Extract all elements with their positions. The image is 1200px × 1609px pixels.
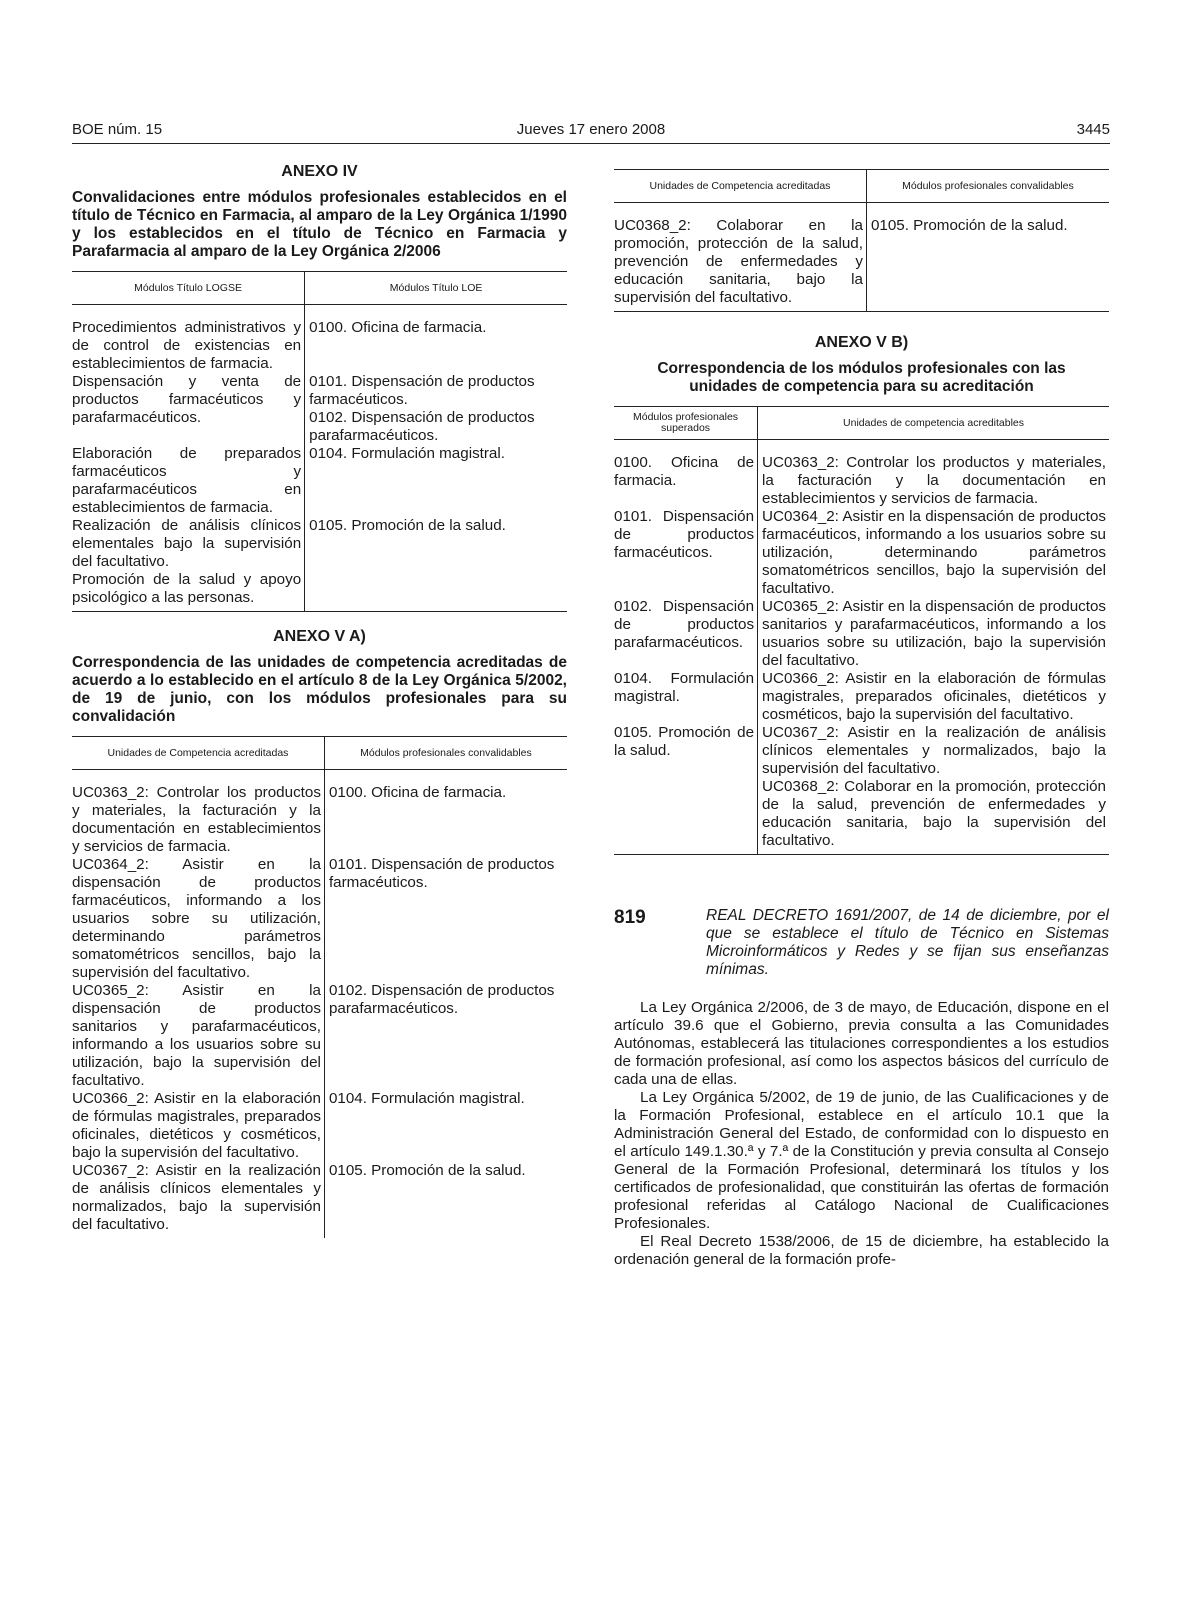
table-row	[614, 670, 1109, 724]
table-cell: Dispensación y venta de productos farmacéuticos y parafarmacéuticos.	[72, 373, 302, 426]
journal-issue: BOE núm. 15	[72, 121, 163, 138]
module-entry: 0105. Promoción de la salud.	[309, 517, 506, 534]
table-cell: UC0366_2: Asistir en la elaboración de fórmulas magistrales, preparados oficinales, dietéticos y cosméticos, bajo la supervisión del facultativo.	[72, 1090, 321, 1161]
table-cell: 0102. Dispensación de productos parafarmacéuticos.	[324, 982, 567, 1090]
table-cell: 0105. Promoción de la salud.	[866, 203, 1109, 312]
table-cell: UC0368_2: Colaborar en la promoción, protección de la salud, prevención de enfermedades y educación sanitaria, bajo la supervisión del facultativo.	[614, 217, 863, 306]
annex-vb-subtitle: Correspondencia de los módulos profesionales con las unidades de competencia para su acreditación	[657, 360, 1066, 395]
column-header: Unidades de Competencia acreditadas	[72, 737, 324, 770]
module-entry: 0100. Oficina de farmacia.	[309, 319, 487, 336]
annex-iv-title: ANEXO IV	[281, 163, 358, 180]
module-entry: 0104. Formulación magistral.	[309, 445, 505, 462]
column-header: Módulos profesionales superados	[614, 407, 758, 440]
table-row	[614, 508, 1109, 598]
page-header	[72, 121, 1110, 144]
table-cell: Promoción de la salud y apoyo psicológico a las personas.	[72, 571, 302, 606]
table-cell: 0101. Dispensación de productos farmacéuticos.	[614, 508, 755, 561]
annex-va-table-continued	[614, 169, 1109, 312]
paragraph: La Ley Orgánica 5/2002, de 19 de junio, de las Cualificaciones y de la Formación Profesional, establece en el artículo 10.1 que la Administración General del Estado, de conformidad con lo dispuesto en el artículo 149.1.30.ª y 7.ª de la Constitución y previa consulta al Consejo General de la Formación Profesional, determinará los títulos y los certificados de profesionalidad, que constituirán las ofertas de formación profesional referidas al Catálogo Nacional de Cualificaciones Profesionales.	[614, 1089, 1109, 1232]
competence-entry: UC0363_2: Controlar los productos y materiales, la facturación y la documentación en establecimientos y servicios de farmacia.	[762, 454, 1106, 507]
page-number: 3445	[1076, 121, 1110, 138]
table-cell: 0100. Oficina de farmacia.	[324, 770, 567, 857]
table-cell: 0100. Oficina de farmacia.	[614, 454, 755, 489]
table-cell: UC0364_2: Asistir en la dispensación de productos farmacéuticos, informando a los usuarios sobre su utilización, determinando parámetros somatométricos sencillos, bajo la supervisión del facultativo.	[72, 856, 321, 981]
table-cell: 0104. Formulación magistral.	[614, 670, 755, 705]
column-header: Módulos profesionales convalidables	[866, 170, 1109, 203]
column-header: Módulos Título LOE	[305, 272, 567, 305]
table-row	[72, 856, 567, 982]
table-row	[72, 445, 567, 517]
paragraph: La Ley Orgánica 2/2006, de 3 de mayo, de Educación, dispone en el artículo 39.6 que el Gobierno, previa consulta a las Comunidades Autónomas, establecerá las titulaciones correspondientes a los estudios de formación profesional, así como los aspectos básicos del currículo de cada una de ellas.	[614, 999, 1109, 1088]
table-row	[72, 770, 567, 857]
table-cell: 0104. Formulación magistral.	[324, 1090, 567, 1162]
table-cell	[758, 440, 1109, 509]
column-header: Unidades de Competencia acreditadas	[614, 170, 866, 203]
table-row	[72, 1090, 567, 1162]
table-row	[72, 373, 567, 445]
table-cell	[305, 517, 567, 571]
table-cell: UC0365_2: Asistir en la dispensación de productos sanitarios y parafarmacéuticos, informando a los usuarios sobre su utilización, bajo la supervisión del facultativo.	[72, 982, 321, 1089]
table-cell	[305, 305, 567, 374]
left-column	[72, 155, 567, 1238]
annex-iv-table	[72, 271, 567, 612]
decree-heading	[614, 907, 1109, 979]
competence-entry: UC0365_2: Asistir en la dispensación de productos sanitarios y parafarmacéuticos, informando a los usuarios sobre su utilización, bajo la supervisión del facultativo.	[762, 598, 1106, 669]
table-row	[614, 598, 1109, 670]
module-entry: 0101. Dispensación de productos farmacéuticos.	[309, 373, 535, 408]
table-cell: 0101. Dispensación de productos farmacéuticos.	[324, 856, 567, 982]
table-cell: Realización de análisis clínicos elementales bajo la supervisión del facultativo.	[72, 517, 302, 570]
table-cell: UC0367_2: Asistir en la realización de análisis clínicos elementales y normalizados, bajo la supervisión del facultativo.	[72, 1162, 321, 1233]
column-header: Módulos profesionales convalidables	[324, 737, 567, 770]
table-row	[614, 724, 1109, 855]
module-entry: 0102. Dispensación de productos parafarmacéuticos.	[309, 409, 535, 444]
table-row	[72, 305, 567, 374]
table-cell: 0105. Promoción de la salud.	[614, 724, 755, 759]
table-cell: 0105. Promoción de la salud.	[324, 1162, 567, 1238]
table-cell: UC0363_2: Controlar los productos y materiales, la facturación y la documentación en establecimientos y servicios de farmacia.	[72, 784, 321, 855]
right-column	[614, 155, 1109, 1269]
paragraph: El Real Decreto 1538/2006, de 15 de diciembre, ha establecido la ordenación general de la formación profe-	[614, 1233, 1109, 1268]
table-cell: 0102. Dispensación de productos parafarmacéuticos.	[614, 598, 755, 651]
table-row	[614, 440, 1109, 509]
annex-va-table	[72, 736, 567, 1238]
table-row	[72, 1162, 567, 1238]
table-cell	[305, 571, 567, 612]
table-cell	[305, 445, 567, 517]
annex-va-subtitle: Correspondencia de las unidades de competencia acreditadas de acuerdo a lo establecido en el artículo 8 de la Ley Orgánica 5/2002, de 19 de junio, con los módulos profesionales para su convalidación	[72, 654, 567, 725]
competence-entry: UC0364_2: Asistir en la dispensación de productos farmacéuticos, informando a los usuarios sobre su utilización, determinando parámetros somatométricos sencillos, bajo la supervisión del facultativo.	[762, 508, 1106, 597]
column-header: Unidades de competencia acreditables	[758, 407, 1109, 440]
table-cell	[758, 670, 1109, 724]
table-cell	[305, 373, 567, 445]
table-row	[72, 571, 567, 612]
competence-entry: UC0367_2: Asistir en la realización de análisis clínicos elementales y normalizados, bajo la supervisión del facultativo.	[762, 724, 1106, 777]
table-cell: Elaboración de preparados farmacéuticos y parafarmacéuticos en establecimientos de farmacia.	[72, 445, 302, 516]
competence-entry: UC0368_2: Colaborar en la promoción, protección de la salud, prevención de enfermedades y educación sanitaria, bajo la supervisión del facultativo.	[762, 778, 1106, 849]
table-row	[614, 203, 1109, 312]
annex-vb-table	[614, 406, 1109, 855]
annex-vb-title: ANEXO V B)	[814, 334, 909, 351]
table-cell	[758, 508, 1109, 598]
table-cell: Procedimientos administrativos y de control de existencias en establecimientos de farmacia.	[72, 319, 302, 372]
table-row	[72, 982, 567, 1090]
table-cell	[758, 724, 1109, 855]
table-cell	[758, 598, 1109, 670]
column-header: Módulos Título LOGSE	[72, 272, 305, 305]
decree-number: 819	[614, 907, 646, 928]
decree-body	[614, 999, 1109, 1269]
decree-title: REAL DECRETO 1691/2007, de 14 de diciembre, por el que se establece el título de Técnico en Sistemas Microinformáticos y Redes y se fijan sus enseñanzas mínimas.	[706, 907, 1109, 978]
competence-entry: UC0366_2: Asistir en la elaboración de fórmulas magistrales, preparados oficinales, dietéticos y cosméticos, bajo la supervisión del facultativo.	[762, 670, 1106, 723]
annex-iv-subtitle: Convalidaciones entre módulos profesionales establecidos en el título de Técnico en Farmacia, al amparo de la Ley Orgánica 1/1990 y los establecidos en el título de Técnico en Farmacia y Parafarmacia al amparo de la Ley Orgánica 2/2006	[72, 189, 567, 260]
annex-va-title: ANEXO V A)	[273, 628, 366, 645]
table-row	[72, 517, 567, 571]
publication-date: Jueves 17 enero 2008	[516, 121, 666, 138]
